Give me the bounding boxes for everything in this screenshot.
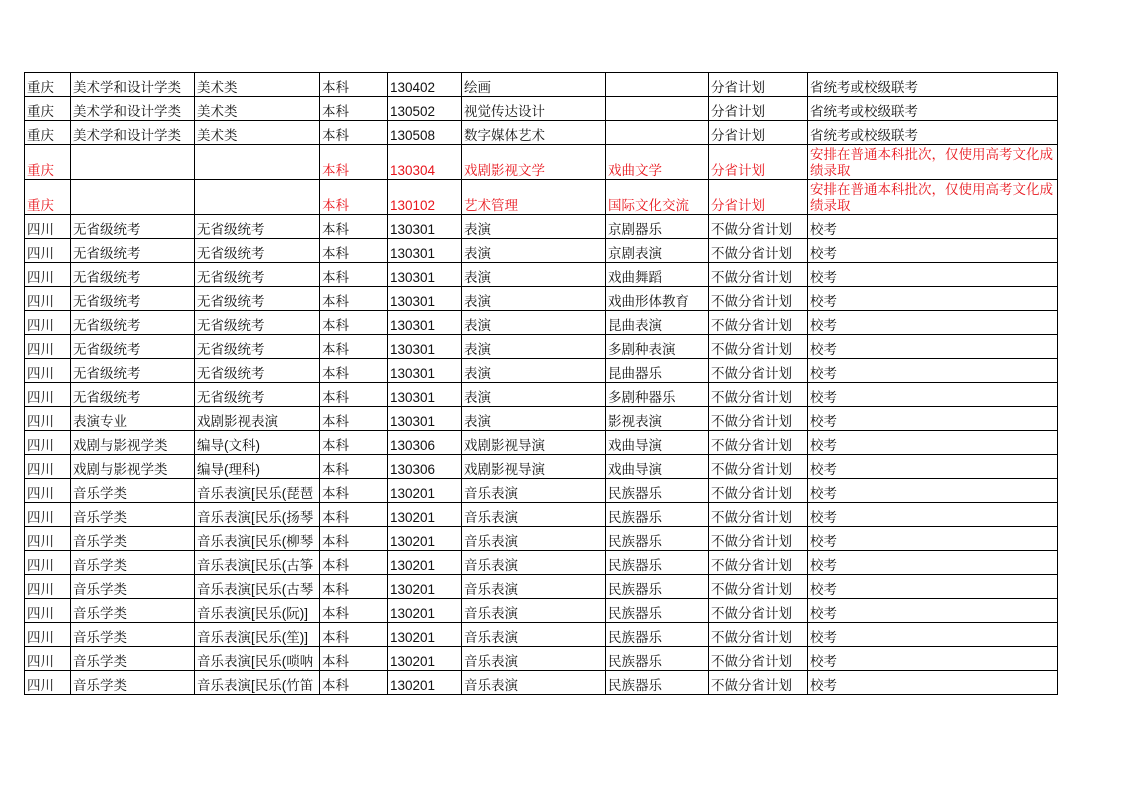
- table-row: [25, 239, 1058, 263]
- cell-code: 130301: [388, 407, 462, 431]
- cell-province: 重庆: [25, 145, 71, 180]
- cell-province: 四川: [25, 215, 71, 239]
- cell-province: 重庆: [25, 180, 71, 215]
- cell-subcategory: 音乐表演[民乐(笙)]: [195, 623, 320, 647]
- table-row: [25, 623, 1058, 647]
- cell-province: 重庆: [25, 73, 71, 97]
- cell-level: 本科: [320, 73, 388, 97]
- cell-direction: 多剧种器乐: [606, 383, 709, 407]
- cell-level: 本科: [320, 551, 388, 575]
- cell-major: 表演: [462, 263, 606, 287]
- cell-major: 音乐表演: [462, 479, 606, 503]
- cell-exam-type: 校考: [808, 239, 1058, 263]
- table-row: [25, 145, 1058, 180]
- cell-direction: 民族器乐: [606, 479, 709, 503]
- cell-major: 音乐表演: [462, 551, 606, 575]
- cell-direction: 戏曲文学: [606, 145, 709, 180]
- cell-level: 本科: [320, 599, 388, 623]
- cell-direction: 京剧表演: [606, 239, 709, 263]
- cell-exam-type: 省统考或校级联考: [808, 121, 1058, 145]
- cell-direction: [606, 121, 709, 145]
- cell-level: 本科: [320, 97, 388, 121]
- table-row: [25, 335, 1058, 359]
- cell-level: 本科: [320, 623, 388, 647]
- cell-major: 表演: [462, 311, 606, 335]
- cell-exam-type: 校考: [808, 551, 1058, 575]
- cell-province: 四川: [25, 647, 71, 671]
- cell-level: 本科: [320, 121, 388, 145]
- cell-plan-type: 不做分省计划: [709, 383, 808, 407]
- table-row: [25, 527, 1058, 551]
- cell-level: 本科: [320, 647, 388, 671]
- cell-major: 音乐表演: [462, 503, 606, 527]
- cell-subcategory: 无省级统考: [195, 383, 320, 407]
- cell-province: 四川: [25, 575, 71, 599]
- table-row: [25, 180, 1058, 215]
- table-row: [25, 575, 1058, 599]
- cell-province: 四川: [25, 479, 71, 503]
- cell-code: 130402: [388, 73, 462, 97]
- cell-plan-type: 不做分省计划: [709, 671, 808, 695]
- cell-subcategory: [195, 145, 320, 180]
- cell-code: 130201: [388, 479, 462, 503]
- cell-category: 音乐学类: [71, 527, 195, 551]
- table-row: [25, 431, 1058, 455]
- cell-level: 本科: [320, 671, 388, 695]
- cell-subcategory: 音乐表演[民乐(扬琴: [195, 503, 320, 527]
- cell-code: 130201: [388, 527, 462, 551]
- cell-category: 无省级统考: [71, 335, 195, 359]
- cell-plan-type: 不做分省计划: [709, 455, 808, 479]
- cell-plan-type: 不做分省计划: [709, 287, 808, 311]
- cell-province: 四川: [25, 527, 71, 551]
- cell-province: 四川: [25, 383, 71, 407]
- cell-province: 四川: [25, 551, 71, 575]
- cell-code: 130306: [388, 455, 462, 479]
- cell-direction: 国际文化交流: [606, 180, 709, 215]
- cell-province: 重庆: [25, 97, 71, 121]
- cell-province: 四川: [25, 311, 71, 335]
- cell-code: 130301: [388, 263, 462, 287]
- cell-category: 无省级统考: [71, 311, 195, 335]
- cell-major: 表演: [462, 383, 606, 407]
- cell-plan-type: 分省计划: [709, 73, 808, 97]
- cell-direction: 戏曲导演: [606, 455, 709, 479]
- cell-exam-type: 校考: [808, 503, 1058, 527]
- cell-level: 本科: [320, 431, 388, 455]
- cell-category: 无省级统考: [71, 359, 195, 383]
- cell-exam-type: 省统考或校级联考: [808, 97, 1058, 121]
- cell-exam-type: 校考: [808, 287, 1058, 311]
- cell-subcategory: [195, 180, 320, 215]
- cell-province: 四川: [25, 359, 71, 383]
- cell-plan-type: 不做分省计划: [709, 215, 808, 239]
- cell-code: 130508: [388, 121, 462, 145]
- cell-category: 音乐学类: [71, 623, 195, 647]
- table-row: [25, 599, 1058, 623]
- cell-category: 戏剧与影视学类: [71, 455, 195, 479]
- cell-province: 四川: [25, 263, 71, 287]
- cell-level: 本科: [320, 311, 388, 335]
- cell-category: 音乐学类: [71, 551, 195, 575]
- cell-province: 四川: [25, 407, 71, 431]
- cell-province: 四川: [25, 671, 71, 695]
- cell-level: 本科: [320, 180, 388, 215]
- cell-category: [71, 180, 195, 215]
- cell-level: 本科: [320, 503, 388, 527]
- cell-code: 130306: [388, 431, 462, 455]
- cell-category: 美术学和设计学类: [71, 97, 195, 121]
- cell-level: 本科: [320, 527, 388, 551]
- cell-exam-type: 校考: [808, 383, 1058, 407]
- cell-major: 音乐表演: [462, 671, 606, 695]
- cell-major: 表演: [462, 239, 606, 263]
- cell-direction: 民族器乐: [606, 503, 709, 527]
- table-row: [25, 311, 1058, 335]
- cell-major: 表演: [462, 215, 606, 239]
- cell-category: 美术学和设计学类: [71, 73, 195, 97]
- cell-level: 本科: [320, 239, 388, 263]
- table-row: [25, 407, 1058, 431]
- cell-plan-type: 不做分省计划: [709, 623, 808, 647]
- cell-category: 美术学和设计学类: [71, 121, 195, 145]
- cell-direction: 民族器乐: [606, 671, 709, 695]
- cell-exam-type: 校考: [808, 599, 1058, 623]
- cell-province: 四川: [25, 335, 71, 359]
- cell-code: 130201: [388, 623, 462, 647]
- cell-major: 音乐表演: [462, 599, 606, 623]
- cell-major: 音乐表演: [462, 575, 606, 599]
- cell-level: 本科: [320, 145, 388, 180]
- cell-major: 音乐表演: [462, 527, 606, 551]
- cell-code: 130301: [388, 335, 462, 359]
- cell-level: 本科: [320, 359, 388, 383]
- table-row: [25, 671, 1058, 695]
- cell-major: 绘画: [462, 73, 606, 97]
- cell-plan-type: 不做分省计划: [709, 479, 808, 503]
- cell-exam-type: 校考: [808, 671, 1058, 695]
- cell-exam-type: 校考: [808, 479, 1058, 503]
- cell-subcategory: 编导(文科): [195, 431, 320, 455]
- cell-category: 音乐学类: [71, 647, 195, 671]
- cell-plan-type: 不做分省计划: [709, 407, 808, 431]
- cell-plan-type: 不做分省计划: [709, 551, 808, 575]
- cell-subcategory: 无省级统考: [195, 215, 320, 239]
- cell-subcategory: 音乐表演[民乐(古筝: [195, 551, 320, 575]
- cell-major: 戏剧影视导演: [462, 431, 606, 455]
- cell-province: 四川: [25, 455, 71, 479]
- cell-code: 130201: [388, 647, 462, 671]
- cell-direction: 民族器乐: [606, 551, 709, 575]
- cell-direction: 民族器乐: [606, 623, 709, 647]
- cell-major: 表演: [462, 335, 606, 359]
- table-row: [25, 97, 1058, 121]
- cell-exam-type: 校考: [808, 455, 1058, 479]
- cell-category: 音乐学类: [71, 671, 195, 695]
- cell-subcategory: 美术类: [195, 73, 320, 97]
- cell-major: 表演: [462, 287, 606, 311]
- cell-category: 无省级统考: [71, 215, 195, 239]
- cell-direction: 民族器乐: [606, 647, 709, 671]
- table-row: [25, 551, 1058, 575]
- cell-code: 130201: [388, 503, 462, 527]
- cell-plan-type: 不做分省计划: [709, 431, 808, 455]
- table-row: [25, 479, 1058, 503]
- cell-major: 戏剧影视文学: [462, 145, 606, 180]
- cell-plan-type: 不做分省计划: [709, 239, 808, 263]
- table-body: [25, 73, 1058, 695]
- cell-subcategory: 无省级统考: [195, 359, 320, 383]
- cell-plan-type: 分省计划: [709, 97, 808, 121]
- cell-subcategory: 音乐表演[民乐(唢呐: [195, 647, 320, 671]
- cell-direction: 影视表演: [606, 407, 709, 431]
- cell-level: 本科: [320, 455, 388, 479]
- cell-code: 130102: [388, 180, 462, 215]
- cell-province: 四川: [25, 599, 71, 623]
- cell-subcategory: 无省级统考: [195, 287, 320, 311]
- cell-exam-type: 省统考或校级联考: [808, 73, 1058, 97]
- cell-major: 艺术管理: [462, 180, 606, 215]
- cell-province: 四川: [25, 287, 71, 311]
- cell-subcategory: 音乐表演[民乐(竹笛: [195, 671, 320, 695]
- cell-code: 130502: [388, 97, 462, 121]
- cell-code: 130301: [388, 359, 462, 383]
- cell-direction: [606, 97, 709, 121]
- cell-exam-type: 校考: [808, 647, 1058, 671]
- cell-plan-type: 不做分省计划: [709, 527, 808, 551]
- cell-category: 音乐学类: [71, 479, 195, 503]
- cell-category: [71, 145, 195, 180]
- cell-direction: 民族器乐: [606, 575, 709, 599]
- cell-level: 本科: [320, 335, 388, 359]
- cell-direction: 京剧器乐: [606, 215, 709, 239]
- cell-plan-type: 不做分省计划: [709, 647, 808, 671]
- cell-direction: 多剧种表演: [606, 335, 709, 359]
- cell-exam-type: 安排在普通本科批次，仅使用高考文化成绩录取: [808, 180, 1058, 215]
- cell-major: 数字媒体艺术: [462, 121, 606, 145]
- cell-level: 本科: [320, 287, 388, 311]
- cell-province: 四川: [25, 623, 71, 647]
- cell-code: 130301: [388, 311, 462, 335]
- cell-category: 音乐学类: [71, 599, 195, 623]
- cell-province: 重庆: [25, 121, 71, 145]
- cell-subcategory: 无省级统考: [195, 239, 320, 263]
- table-row: [25, 503, 1058, 527]
- cell-exam-type: 校考: [808, 431, 1058, 455]
- cell-major: 视觉传达设计: [462, 97, 606, 121]
- cell-category: 无省级统考: [71, 263, 195, 287]
- cell-level: 本科: [320, 263, 388, 287]
- cell-category: 音乐学类: [71, 575, 195, 599]
- cell-code: 130201: [388, 599, 462, 623]
- admissions-table: [24, 72, 1058, 695]
- cell-exam-type: 校考: [808, 263, 1058, 287]
- cell-level: 本科: [320, 479, 388, 503]
- table-row: [25, 73, 1058, 97]
- cell-province: 四川: [25, 239, 71, 263]
- cell-category: 无省级统考: [71, 383, 195, 407]
- cell-direction: 戏曲形体教育: [606, 287, 709, 311]
- cell-category: 戏剧与影视学类: [71, 431, 195, 455]
- cell-direction: 昆曲表演: [606, 311, 709, 335]
- cell-plan-type: 不做分省计划: [709, 503, 808, 527]
- table-row: [25, 287, 1058, 311]
- cell-exam-type: 校考: [808, 215, 1058, 239]
- cell-exam-type: 校考: [808, 335, 1058, 359]
- cell-code: 130304: [388, 145, 462, 180]
- cell-plan-type: 分省计划: [709, 180, 808, 215]
- cell-code: 130201: [388, 575, 462, 599]
- cell-plan-type: 分省计划: [709, 145, 808, 180]
- cell-code: 130301: [388, 383, 462, 407]
- cell-subcategory: 美术类: [195, 121, 320, 145]
- cell-direction: 民族器乐: [606, 599, 709, 623]
- cell-level: 本科: [320, 575, 388, 599]
- cell-subcategory: 音乐表演[民乐(古琴: [195, 575, 320, 599]
- table-row: [25, 647, 1058, 671]
- cell-major: 表演: [462, 359, 606, 383]
- cell-subcategory: 无省级统考: [195, 263, 320, 287]
- cell-plan-type: 不做分省计划: [709, 599, 808, 623]
- cell-province: 四川: [25, 431, 71, 455]
- table-row: [25, 383, 1058, 407]
- cell-level: 本科: [320, 407, 388, 431]
- cell-category: 表演专业: [71, 407, 195, 431]
- cell-exam-type: 校考: [808, 311, 1058, 335]
- cell-major: 音乐表演: [462, 647, 606, 671]
- cell-category: 音乐学类: [71, 503, 195, 527]
- cell-plan-type: 不做分省计划: [709, 359, 808, 383]
- cell-exam-type: 校考: [808, 623, 1058, 647]
- cell-level: 本科: [320, 215, 388, 239]
- cell-code: 130301: [388, 215, 462, 239]
- cell-exam-type: 校考: [808, 527, 1058, 551]
- cell-direction: 戏曲导演: [606, 431, 709, 455]
- cell-exam-type: 安排在普通本科批次，仅使用高考文化成绩录取: [808, 145, 1058, 180]
- cell-category: 无省级统考: [71, 287, 195, 311]
- cell-code: 130201: [388, 671, 462, 695]
- cell-direction: 民族器乐: [606, 527, 709, 551]
- cell-major: 戏剧影视导演: [462, 455, 606, 479]
- cell-subcategory: 音乐表演[民乐(柳琴: [195, 527, 320, 551]
- cell-subcategory: 无省级统考: [195, 335, 320, 359]
- cell-province: 四川: [25, 503, 71, 527]
- cell-subcategory: 美术类: [195, 97, 320, 121]
- table-row: [25, 455, 1058, 479]
- cell-code: 130301: [388, 239, 462, 263]
- cell-direction: 昆曲器乐: [606, 359, 709, 383]
- cell-exam-type: 校考: [808, 359, 1058, 383]
- cell-plan-type: 不做分省计划: [709, 263, 808, 287]
- cell-plan-type: 不做分省计划: [709, 335, 808, 359]
- table-row: [25, 359, 1058, 383]
- cell-exam-type: 校考: [808, 575, 1058, 599]
- cell-code: 130201: [388, 551, 462, 575]
- cell-exam-type: 校考: [808, 407, 1058, 431]
- cell-subcategory: 编导(理科): [195, 455, 320, 479]
- cell-subcategory: 戏剧影视表演: [195, 407, 320, 431]
- cell-category: 无省级统考: [71, 239, 195, 263]
- table-row: [25, 121, 1058, 145]
- cell-direction: [606, 73, 709, 97]
- cell-level: 本科: [320, 383, 388, 407]
- cell-subcategory: 音乐表演[民乐(阮)]: [195, 599, 320, 623]
- cell-subcategory: 无省级统考: [195, 311, 320, 335]
- cell-major: 表演: [462, 407, 606, 431]
- cell-major: 音乐表演: [462, 623, 606, 647]
- cell-plan-type: 不做分省计划: [709, 311, 808, 335]
- cell-plan-type: 分省计划: [709, 121, 808, 145]
- table-row: [25, 215, 1058, 239]
- cell-direction: 戏曲舞蹈: [606, 263, 709, 287]
- cell-subcategory: 音乐表演[民乐(琵琶: [195, 479, 320, 503]
- cell-plan-type: 不做分省计划: [709, 575, 808, 599]
- table-row: [25, 263, 1058, 287]
- cell-code: 130301: [388, 287, 462, 311]
